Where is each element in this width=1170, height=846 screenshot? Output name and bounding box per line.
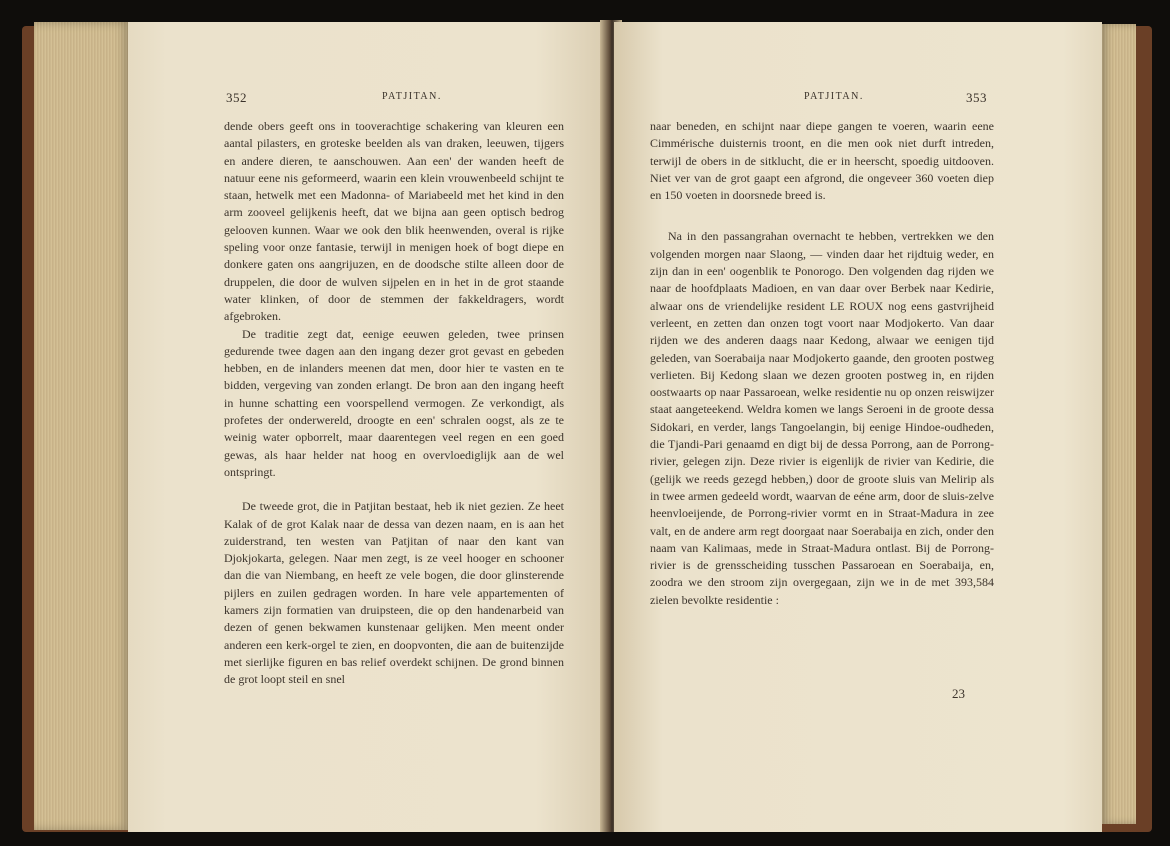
left-page-header — [128, 90, 608, 110]
left-page — [128, 22, 608, 832]
right-page-number: 353 — [966, 90, 987, 105]
right-page — [614, 22, 1102, 832]
page-edges-right — [1100, 24, 1136, 824]
left-page-body — [224, 118, 564, 689]
right-running-title: PATJITAN. — [804, 91, 864, 102]
right-page-body — [650, 118, 994, 609]
left-paragraph-1: dende obers geeft ons in tooverachtige schakering van kleuren een aantal pilasters, en groteske beelden als van draken, leeuwen, tijgers en andere dieren, te aanschouwen. Aan een' der wanden heeft de natuur eene nis geformeerd, waarin een klein vrouwenbeeld schijnt te staan, hetwelk met een Madonna- of Mariabeeld met het kind in den arm zooveel gelijkenis heeft, dat we bijna aan geen optisch bedrog gelooven kunnen. Waar we ook den blik heenwenden, overal is rijke speling voor onze fantasie, terwijl in menigen hoek of bogt diepe en donkere gaten ons aangrijuzen, en de doodsche stilte alleen door de druppelen, die door de wulven sijpelen en in het in de grot staande water klinken, of door de stemmen der fakkeldragers, wordt afgebroken. — [224, 119, 564, 324]
right-page-header — [614, 90, 1102, 110]
left-page-number: 352 — [226, 90, 247, 105]
right-paragraph-1: naar beneden, en schijnt naar diepe gangen te voeren, waarin eene Cimmérische duisternis troont, en die men ook niet durft intreden, terwijl de obers in de sitklucht, die er in heerscht, spoedig uitdooven. Niet ver van de grot gaapt een afgrond, die ongeveer 360 voeten diep en 150 voeten in doorsnede breed is. — [650, 119, 994, 203]
right-paragraph-2: Na in den passangrahan overnacht te hebben, vertrekken we den volgenden morgen naar Slaong, — vinden daar het rijdtuig weder, en zijn dan in een' oogenblik te Ponorogo. Den volgenden dag rijden we naar de hoofdplaats Madioen, en van daar over Berbek naar Kedirie, alwaar ons de vriendelijke resident LE ROUX nog eens gastvrijheid verleent, en zetten dan onzen togt voort naar Modjokerto. Van daar rijden we des anderen daags naar Kedong, alwaar we eenigen tijd geleden, van Soerabaija naar Modjokerto gaande, den grooten postweg verlieten. Bij Kedong slaan we dezen grooten postweg in, en rijden oostwaarts op naar Passaroean, welke residentie nu op onzen reiswijzer staat aangeteekend. Weldra komen we langs Seroeni in de groote dessa Sidokari, en verder, langs Tangoelangin, bij eenige Hindoe-oudheden, die Tjandi-Pari genaamd en digt bij de dessa Porrong, aan de Porrong-rivier, gelegen zijn. Deze rivier is eigenlijk de rivier van Kedirie, die (gelijk we reeds gezegd hebben,) door de groote sluis van Melirip als in twee armen gedeeld wordt, waarvan de eéne arm, door de sluis-zelve heenvloeijende, de Porrong-rivier vormt en in Straat-Madura in zee valt, en de andere arm regt doorgaat naar Soerabaija en zich, onder den naam van Kalimaas, mede in Straat-Madura ontlast. Bij de Porrong-rivier is de grensscheiding tusschen Passaroean en Soerabaija, en, zoodra we den stroom zijn overgegaan, zijn we in de met 393,584 zielen bevolkte residentie : — [650, 229, 994, 607]
left-paragraph-3: De tweede grot, die in Patjitan bestaat, heb ik niet gezien. Ze heet Kalak of de grot Kalak naar de dessa van dezen naam, en is aan het zuiderstrand, ten westen van Patjitan of naar den kant van Djokjokarta, gelegen. Naar men zegt, is ze veel hooger en schooner dan die van Niembang, en heeft ze vele bogen, die door glinsterende pijlers en zuilen gedragen worden. In hare vele appartementen of kamers zijn formatien van druipsteen, die op den handenarbeid van dezen of genen bekwamen kunstenaar gelijken. Men meent onder anderen een kerk-orgel te zien, en doopvonten, die aan de buitenzijde met sierlijke figuren en bas relief overdekt schijnen. De grond binnen de grot loopt steil en snel — [224, 499, 564, 687]
page-edges-left — [34, 22, 132, 830]
left-running-title: PATJITAN. — [382, 91, 442, 102]
signature-mark: 23 — [952, 686, 965, 701]
left-paragraph-2: De traditie zegt dat, eenige eeuwen geleden, twee prinsen gedurende twee dagen aan den ingang dezer grot gevast en gebeden hebben, en de inlanders meenen dat men, door hier te vasten en te bidden, vergeving van zonden erlangt. De bron aan den ingang heeft in hunne schatting een voorspellend vermogen. Ze verkondigt, als profetes der onderwereld, droogte en een' schralen oogst, als ze te weinig water opborrelt, maar daarentegen veel regen en een goed gewas, als haar helder nat hoog en overvloediglijk aan de wel ontspringt. — [224, 326, 564, 479]
